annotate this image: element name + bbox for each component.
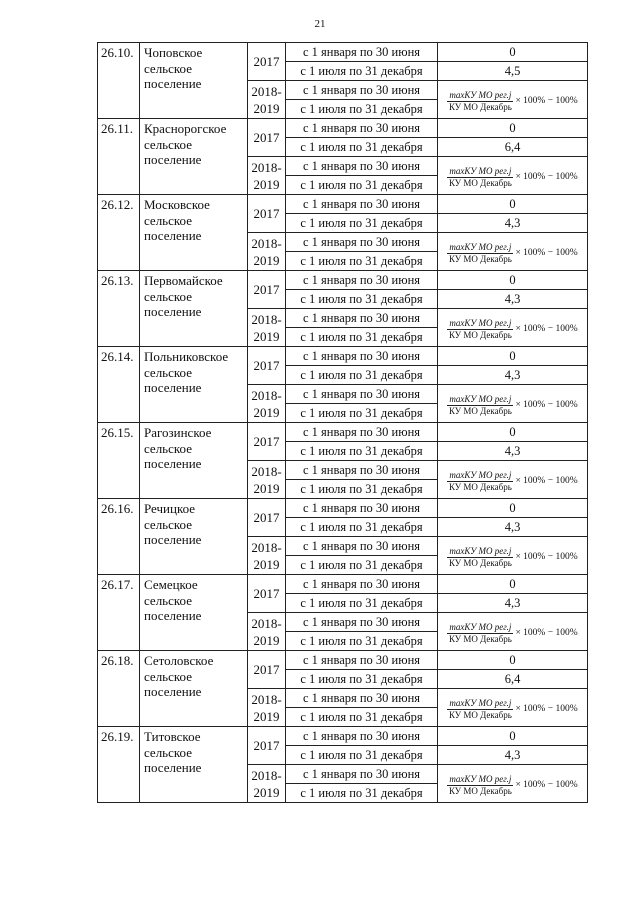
formula-cell — [438, 461, 588, 499]
formula-denominator: КУ МО Декабрь — [448, 253, 512, 264]
formula-tail: × 100% − 100% — [515, 552, 578, 562]
formula-tail: × 100% − 100% — [515, 324, 578, 334]
period-second-half: с 1 июля по 31 декабря — [286, 138, 438, 157]
year-2018-2019: 2018- 2019 — [248, 537, 286, 575]
period-second-half: с 1 июля по 31 декабря — [286, 252, 438, 271]
period-first-half: с 1 января по 30 июня — [286, 309, 438, 328]
formula-cell — [438, 233, 588, 271]
period-second-half: с 1 июля по 31 декабря — [286, 632, 438, 651]
period-second-half: с 1 июля по 31 декабря — [286, 556, 438, 575]
formula-numerator: maxКУ МО рег.j — [449, 89, 512, 100]
formula-cell — [438, 385, 588, 423]
year-2018-2019: 2018- 2019 — [248, 309, 286, 347]
index-value-second-half: 4,3 — [438, 214, 588, 233]
period-second-half: с 1 июля по 31 декабря — [286, 442, 438, 461]
period-second-half: с 1 июля по 31 декабря — [286, 100, 438, 119]
formula — [447, 774, 577, 797]
formula-denominator: КУ МО Декабрь — [448, 709, 512, 720]
year-2018-2019: 2018- 2019 — [248, 461, 286, 499]
period-second-half: с 1 июля по 31 декабря — [286, 62, 438, 81]
formula-denominator: КУ МО Декабрь — [448, 481, 512, 492]
index-value-first-half: 0 — [438, 347, 588, 366]
period-second-half: с 1 июля по 31 декабря — [286, 746, 438, 765]
period-second-half: с 1 июля по 31 декабря — [286, 518, 438, 537]
formula-denominator: КУ МО Декабрь — [448, 557, 512, 568]
row-number: 26.10. — [98, 43, 140, 119]
formula-cell — [438, 689, 588, 727]
settlement-name: Семецкое сельское поселение — [140, 575, 248, 651]
settlement-name: Польниковское сельское поселение — [140, 347, 248, 423]
period-second-half: с 1 июля по 31 декабря — [286, 328, 438, 347]
table-row — [98, 119, 588, 138]
period-second-half: с 1 июля по 31 декабря — [286, 670, 438, 689]
period-second-half: с 1 июля по 31 декабря — [286, 176, 438, 195]
formula-fraction — [447, 242, 513, 265]
formula-numerator: maxКУ МО рег.j — [449, 393, 512, 404]
row-number: 26.12. — [98, 195, 140, 271]
formula-tail: × 100% − 100% — [515, 704, 578, 714]
period-first-half: с 1 января по 30 июня — [286, 119, 438, 138]
year-2018-2019: 2018- 2019 — [248, 613, 286, 651]
year-2017: 2017 — [248, 499, 286, 537]
table-row — [98, 651, 588, 670]
index-value-second-half: 4,3 — [438, 746, 588, 765]
formula-numerator: maxКУ МО рег.j — [449, 317, 512, 328]
formula-denominator: КУ МО Декабрь — [448, 177, 512, 188]
settlement-name: Московское сельское поселение — [140, 195, 248, 271]
year-2018-2019: 2018- 2019 — [248, 689, 286, 727]
table-row — [98, 423, 588, 442]
formula-tail: × 100% − 100% — [515, 780, 578, 790]
formula-cell — [438, 309, 588, 347]
row-number: 26.15. — [98, 423, 140, 499]
period-second-half: с 1 июля по 31 декабря — [286, 214, 438, 233]
formula-denominator: КУ МО Декабрь — [448, 101, 512, 112]
settlement-name: Рагозинское сельское поселение — [140, 423, 248, 499]
formula-tail: × 100% − 100% — [515, 248, 578, 258]
index-value-first-half: 0 — [438, 195, 588, 214]
formula-fraction — [447, 698, 513, 721]
settlement-name: Первомайское сельское поселение — [140, 271, 248, 347]
period-second-half: с 1 июля по 31 декабря — [286, 404, 438, 423]
formula-fraction — [447, 166, 513, 189]
formula-tail: × 100% − 100% — [515, 476, 578, 486]
formula-denominator: КУ МО Декабрь — [448, 405, 512, 416]
period-second-half: с 1 июля по 31 декабря — [286, 594, 438, 613]
formula-fraction — [447, 774, 513, 797]
period-first-half: с 1 января по 30 июня — [286, 461, 438, 480]
year-2017: 2017 — [248, 423, 286, 461]
formula — [447, 394, 577, 417]
settlement-name: Сетоловское сельское поселение — [140, 651, 248, 727]
formula-fraction — [447, 546, 513, 569]
settlement-name: Чоповское сельское поселение — [140, 43, 248, 119]
formula — [447, 318, 577, 341]
formula-fraction — [447, 394, 513, 417]
period-first-half: с 1 января по 30 июня — [286, 157, 438, 176]
year-2017: 2017 — [248, 347, 286, 385]
formula-fraction — [447, 622, 513, 645]
year-2017: 2017 — [248, 271, 286, 309]
formula-numerator: maxКУ МО рег.j — [449, 241, 512, 252]
row-number: 26.14. — [98, 347, 140, 423]
period-first-half: с 1 января по 30 июня — [286, 81, 438, 100]
period-first-half: с 1 января по 30 июня — [286, 765, 438, 784]
period-first-half: с 1 января по 30 июня — [286, 347, 438, 366]
period-second-half: с 1 июля по 31 декабря — [286, 708, 438, 727]
year-2017: 2017 — [248, 651, 286, 689]
index-value-first-half: 0 — [438, 271, 588, 290]
year-2018-2019: 2018- 2019 — [248, 765, 286, 803]
index-value-second-half: 6,4 — [438, 670, 588, 689]
year-2018-2019: 2018- 2019 — [248, 233, 286, 271]
period-first-half: с 1 января по 30 июня — [286, 43, 438, 62]
index-value-first-half: 0 — [438, 499, 588, 518]
formula-fraction — [447, 318, 513, 341]
index-value-first-half: 0 — [438, 727, 588, 746]
formula-numerator: maxКУ МО рег.j — [449, 697, 512, 708]
formula-cell — [438, 81, 588, 119]
tariff-table — [97, 42, 588, 803]
period-first-half: с 1 января по 30 июня — [286, 233, 438, 252]
index-value-first-half: 0 — [438, 651, 588, 670]
formula-numerator: maxКУ МО рег.j — [449, 621, 512, 632]
period-first-half: с 1 января по 30 июня — [286, 271, 438, 290]
formula — [447, 166, 577, 189]
period-first-half: с 1 января по 30 июня — [286, 727, 438, 746]
period-first-half: с 1 января по 30 июня — [286, 537, 438, 556]
formula-fraction — [447, 90, 513, 113]
formula — [447, 242, 577, 265]
formula — [447, 622, 577, 645]
formula-fraction — [447, 470, 513, 493]
period-second-half: с 1 июля по 31 декабря — [286, 290, 438, 309]
year-2017: 2017 — [248, 119, 286, 157]
row-number: 26.16. — [98, 499, 140, 575]
index-value-second-half: 4,3 — [438, 442, 588, 461]
year-2017: 2017 — [248, 195, 286, 233]
period-first-half: с 1 января по 30 июня — [286, 499, 438, 518]
index-value-first-half: 0 — [438, 423, 588, 442]
row-number: 26.13. — [98, 271, 140, 347]
period-first-half: с 1 января по 30 июня — [286, 689, 438, 708]
formula-denominator: КУ МО Декабрь — [448, 329, 512, 340]
table-row — [98, 195, 588, 214]
formula-numerator: maxКУ МО рег.j — [449, 469, 512, 480]
formula — [447, 698, 577, 721]
table-row — [98, 575, 588, 594]
year-2017: 2017 — [248, 43, 286, 81]
period-first-half: с 1 января по 30 июня — [286, 613, 438, 632]
period-second-half: с 1 июля по 31 декабря — [286, 480, 438, 499]
settlement-name: Краснорогское сельское поселение — [140, 119, 248, 195]
formula-tail: × 100% − 100% — [515, 628, 578, 638]
index-value-second-half: 4,5 — [438, 62, 588, 81]
formula-cell — [438, 157, 588, 195]
formula-tail: × 100% − 100% — [515, 96, 578, 106]
period-first-half: с 1 января по 30 июня — [286, 423, 438, 442]
index-value-second-half: 6,4 — [438, 138, 588, 157]
formula-cell — [438, 613, 588, 651]
formula-tail: × 100% − 100% — [515, 400, 578, 410]
table-row — [98, 727, 588, 746]
year-2018-2019: 2018- 2019 — [248, 81, 286, 119]
formula-numerator: maxКУ МО рег.j — [449, 545, 512, 556]
formula — [447, 90, 577, 113]
index-value-second-half: 4,3 — [438, 290, 588, 309]
table-row — [98, 347, 588, 366]
period-first-half: с 1 января по 30 июня — [286, 575, 438, 594]
period-first-half: с 1 января по 30 июня — [286, 195, 438, 214]
year-2017: 2017 — [248, 727, 286, 765]
period-second-half: с 1 июля по 31 декабря — [286, 366, 438, 385]
index-value-first-half: 0 — [438, 43, 588, 62]
year-2017: 2017 — [248, 575, 286, 613]
year-2018-2019: 2018- 2019 — [248, 157, 286, 195]
row-number: 26.19. — [98, 727, 140, 803]
row-number: 26.11. — [98, 119, 140, 195]
settlement-name: Титовское сельское поселение — [140, 727, 248, 803]
index-value-second-half: 4,3 — [438, 366, 588, 385]
table-row — [98, 43, 588, 62]
formula-denominator: КУ МО Декабрь — [448, 633, 512, 644]
row-number: 26.17. — [98, 575, 140, 651]
formula — [447, 470, 577, 493]
index-value-first-half: 0 — [438, 119, 588, 138]
formula-cell — [438, 537, 588, 575]
row-number: 26.18. — [98, 651, 140, 727]
index-value-first-half: 0 — [438, 575, 588, 594]
settlement-name: Речицкое сельское поселение — [140, 499, 248, 575]
period-first-half: с 1 января по 30 июня — [286, 651, 438, 670]
formula-numerator: maxКУ МО рег.j — [449, 165, 512, 176]
index-value-second-half: 4,3 — [438, 594, 588, 613]
period-second-half: с 1 июля по 31 декабря — [286, 784, 438, 803]
formula-tail: × 100% − 100% — [515, 172, 578, 182]
table-row — [98, 271, 588, 290]
index-value-second-half: 4,3 — [438, 518, 588, 537]
formula-cell — [438, 765, 588, 803]
table-row — [98, 499, 588, 518]
formula-numerator: maxКУ МО рег.j — [449, 773, 512, 784]
formula-denominator: КУ МО Декабрь — [448, 785, 512, 796]
page-number: 21 — [314, 18, 326, 30]
period-first-half: с 1 января по 30 июня — [286, 385, 438, 404]
formula — [447, 546, 577, 569]
year-2018-2019: 2018- 2019 — [248, 385, 286, 423]
